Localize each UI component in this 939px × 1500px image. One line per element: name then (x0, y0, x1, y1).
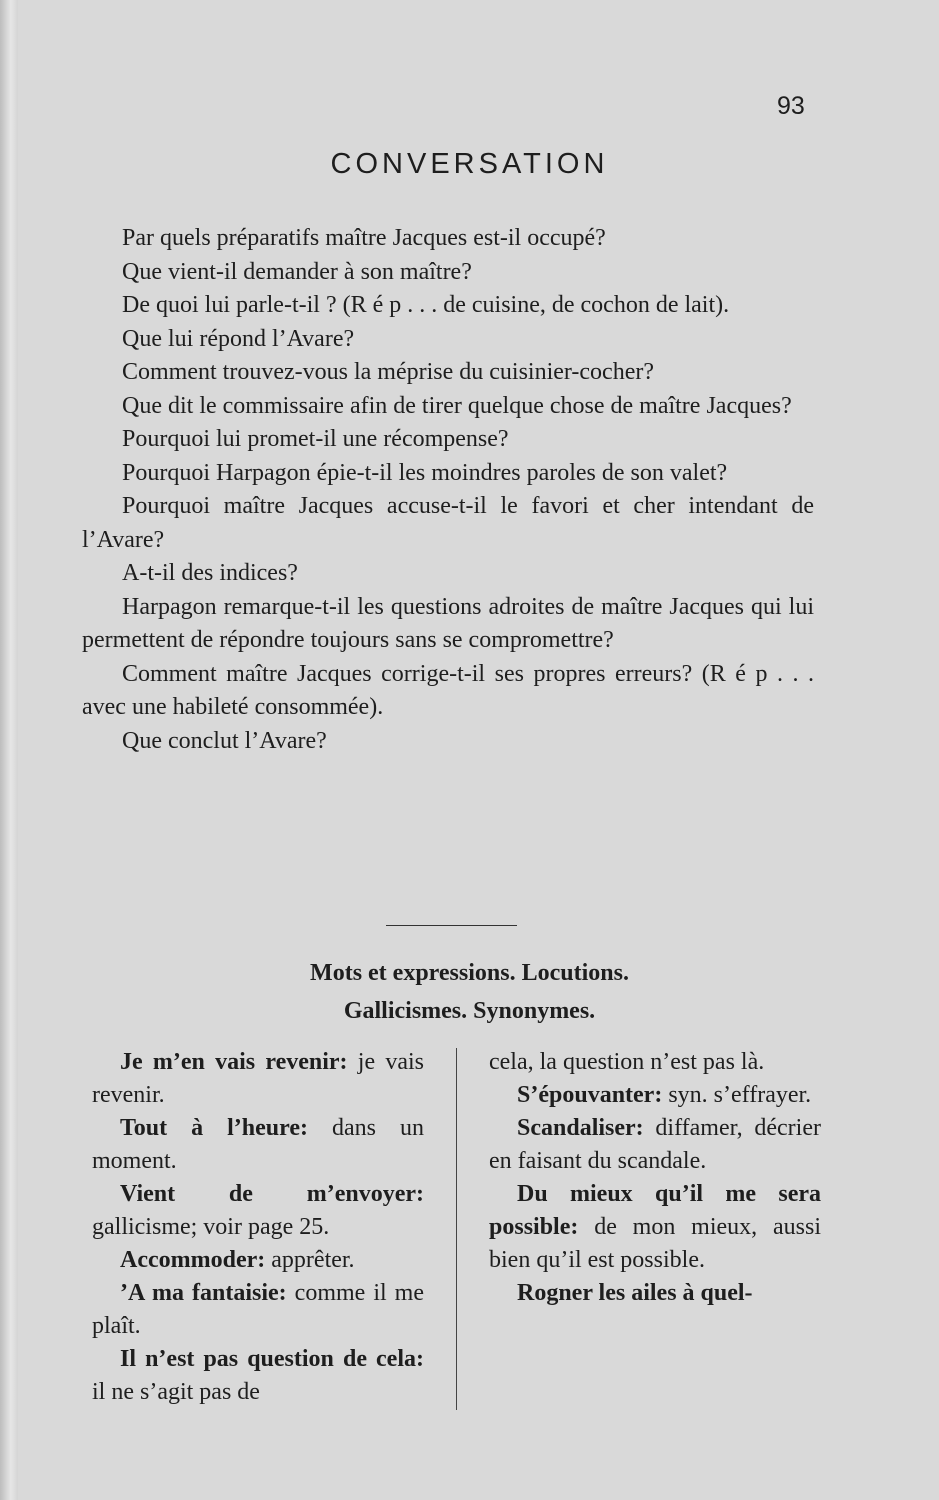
glossary-term: Accommoder: (120, 1247, 266, 1273)
glossary-entry (489, 1178, 821, 1277)
glossary-term: Vient de m’envoyer: (120, 1181, 424, 1207)
glossary-term: Tout à l’heure: (120, 1115, 309, 1141)
glossary-right-column (489, 1046, 821, 1310)
glossary-entry (92, 1112, 424, 1178)
glossary-entry (489, 1277, 821, 1310)
subtitle-line-2: Gallicismes. Synonymes. (343, 998, 596, 1024)
question: De quoi lui parle-t-il ? (R é p . . . de cuisine, de cochon de lait). (122, 292, 730, 318)
conversation-questions (82, 222, 814, 758)
glossary-term: S’épouvanter: (517, 1082, 663, 1108)
page-edge (0, 0, 18, 1500)
glossary-definition: comme il me plaît. (92, 1280, 424, 1339)
glossary-entry (92, 1343, 424, 1409)
glossary-definition: diffamer, décrier en faisant du scandale. (489, 1115, 821, 1174)
glossary-entry (92, 1178, 424, 1244)
question: Par quels préparatifs maître Jacques est-il occupé? (122, 225, 606, 251)
question: Comment maître Jacques corrige-t-il ses propres erreurs? (R é p . . . avec une habileté consommée). (82, 660, 814, 720)
glossary-definition: apprêter. (265, 1247, 355, 1273)
glossary-definition: dans un moment. (92, 1115, 424, 1174)
question: Que lui répond l’Avare? (122, 325, 355, 352)
question: Pourquoi maître Jacques accuse-t-il le favori et cher intendant de l’Avare? (82, 493, 814, 553)
glossary-entry (489, 1112, 821, 1178)
glossary-definition: gallicisme; voir page 25. (92, 1214, 330, 1240)
glossary-term: ’A ma fantaisie: (120, 1280, 287, 1306)
glossary-entry (92, 1244, 424, 1277)
page-number: 93 (777, 92, 805, 120)
glossary-continuation: cela, la question n’est pas là. (489, 1049, 765, 1075)
question: Comment trouvez-vous la méprise du cuisinier-cocher? (122, 359, 655, 385)
column-divider (456, 1048, 457, 1410)
glossary-definition: il ne s’agit pas de (92, 1379, 260, 1405)
glossary-left-column (92, 1046, 424, 1409)
question: Pourquoi Harpagon épie-t-il les moindres paroles de son valet? (122, 459, 728, 486)
glossary-entry (92, 1046, 424, 1112)
section-separator (386, 925, 517, 926)
section-title: CONVERSATION (330, 148, 609, 180)
glossary-definition: syn. s’effrayer. (662, 1082, 812, 1108)
glossary-term: Rogner les ailes à quel- (517, 1280, 753, 1306)
glossary-term: Il n’est pas question de cela: (120, 1346, 424, 1372)
subtitle-line-1: Mots et expressions. Locutions. (310, 960, 629, 986)
glossary-entry (489, 1079, 821, 1112)
glossary-term: Scandaliser: (517, 1115, 644, 1141)
question: Harpagon remarque-t-il les questions adroites de maître Jacques qui lui permettent de répondre toujours sans se compromettre? (82, 593, 814, 653)
question: Que vient-il demander à son maître? (122, 258, 472, 285)
question: A-t-il des indices? (122, 560, 298, 586)
glossary-term: Je m’en vais revenir: (120, 1049, 348, 1075)
question: Que conclut l’Avare? (122, 727, 327, 754)
glossary-definition: je vais revenir. (92, 1049, 425, 1108)
question: Pourquoi lui promet-il une récompense? (122, 426, 509, 452)
glossary-entry (92, 1277, 424, 1343)
glossary-term: Du mieux qu’il me sera possible: (489, 1181, 821, 1240)
glossary-definition: de mon mieux, aussi bien qu’il est possible. (489, 1214, 821, 1273)
question: Que dit le commissaire afin de tirer quelque chose de maître Jacques? (122, 392, 792, 419)
